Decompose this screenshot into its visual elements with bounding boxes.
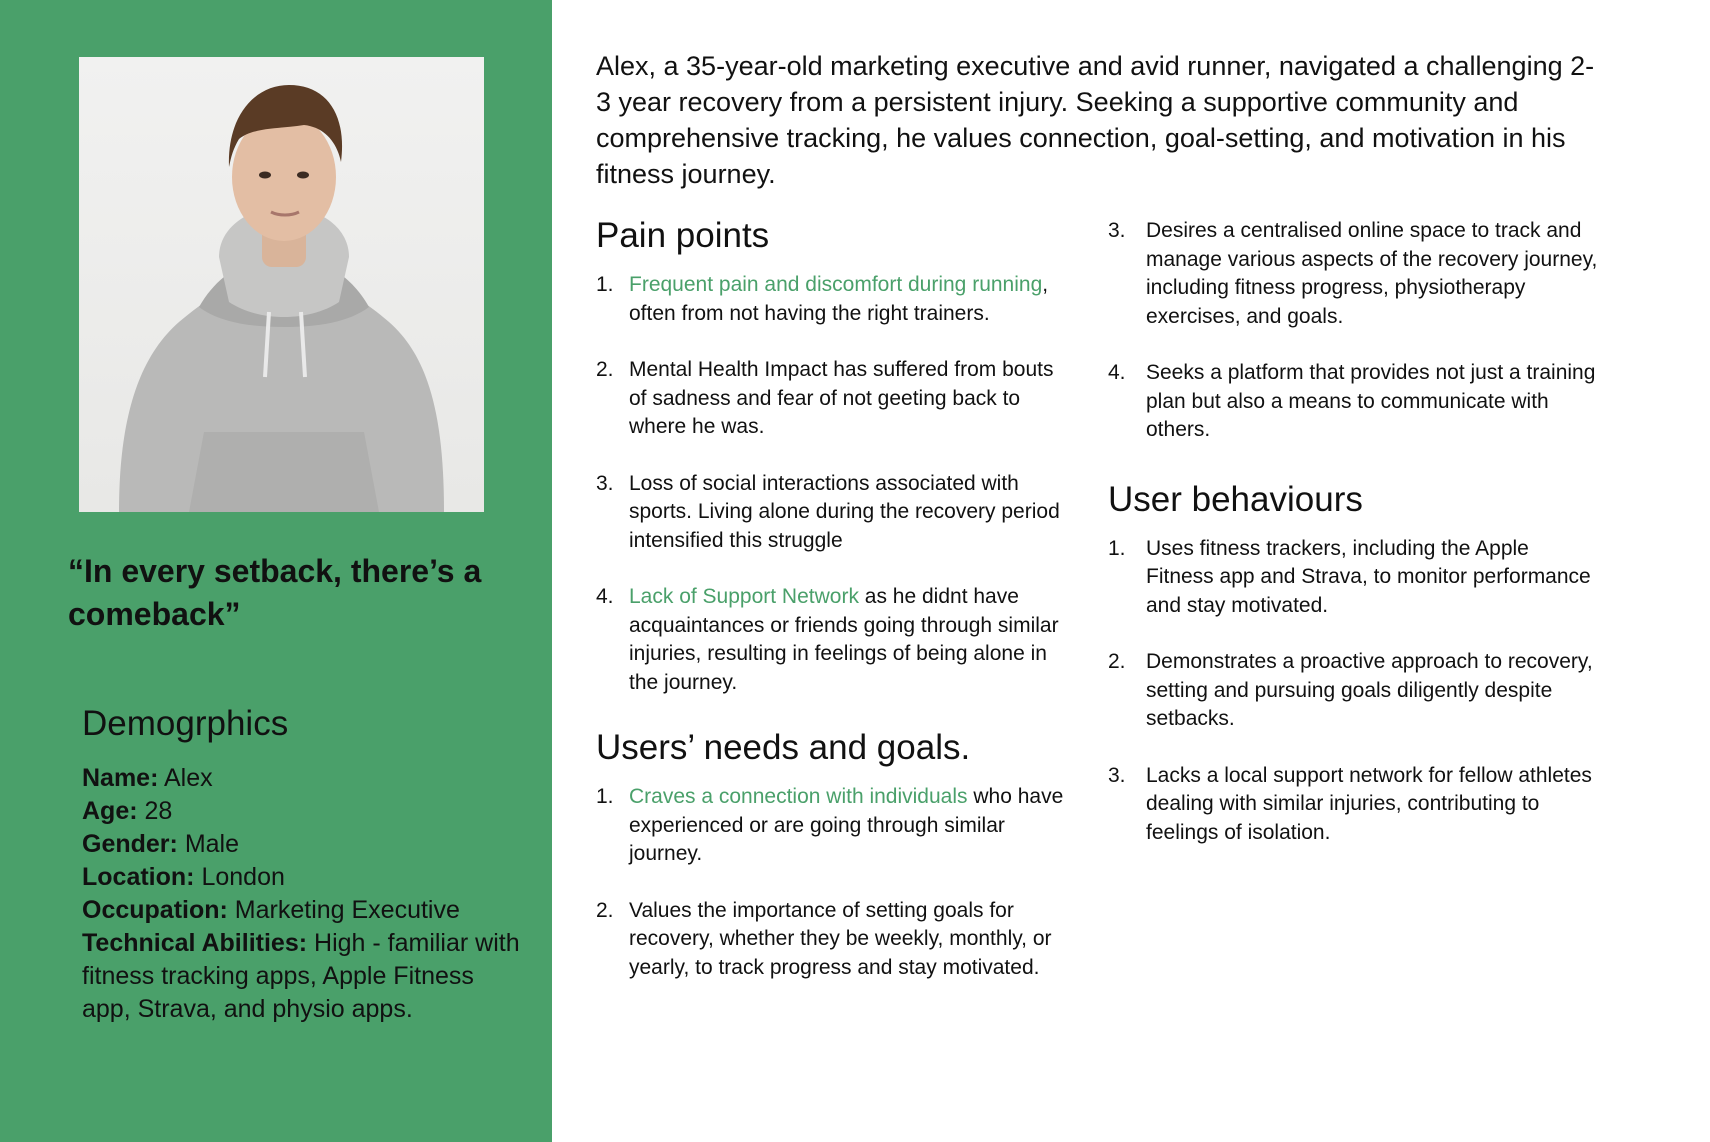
list-item — [1108, 535, 1598, 621]
persona-sidebar — [0, 0, 552, 1142]
list-item — [596, 897, 1076, 983]
needs-goals-list-continued — [1108, 217, 1598, 445]
list-number: 3. — [1108, 219, 1126, 242]
item-text: Uses fitness trackers, including the Apple Fitness app and Strava, to monitor performance and stay motivated. — [1146, 536, 1591, 617]
persona-photo — [79, 57, 484, 512]
persona-intro: Alex, a 35-year-old marketing executive and avid runner, navigated a challenging 2-3 year recovery from a persistent injury. Seeking a supportive community and comprehensive tracking, he values connection, goal-setting, and motivation in his fitness journey. — [596, 51, 1595, 189]
list-number: 4. — [1108, 361, 1126, 384]
list-number: 2. — [1108, 650, 1126, 673]
list-item — [596, 356, 1076, 442]
list-number: 2. — [596, 898, 614, 922]
needs-goals-title: Users’ needs and goals. — [596, 728, 971, 767]
highlight-text: Craves a connection with individuals — [629, 785, 968, 808]
demographic-label: Age: — [82, 797, 138, 825]
demographic-label: Technical Abilities: — [82, 929, 308, 957]
demographic-label: Location: — [82, 863, 195, 891]
list-number: 3. — [596, 471, 614, 495]
user-behaviours-list — [1108, 535, 1598, 848]
left-column — [596, 213, 1076, 982]
item-text: as he didnt have acquaintances or friends going through similar injuries, resulting in feelings of being alone in the journey. — [629, 585, 1059, 694]
demographic-label: Name: — [82, 764, 159, 792]
list-number: 2. — [596, 358, 614, 381]
demographics-title: Demogrphics — [82, 704, 289, 743]
item-text: Lacks a local support network for fellow athletes dealing with similar injuries, contributing to feelings of isolation. — [1146, 763, 1592, 844]
demographic-gender — [82, 828, 522, 861]
demographics-list — [82, 762, 522, 1026]
demographic-value: 28 — [144, 797, 173, 825]
item-text: Seeks a platform that provides not just a training plan but also a means to communicate with others. — [1146, 361, 1596, 441]
right-column — [1108, 213, 1598, 847]
list-item — [1108, 762, 1598, 848]
demographic-value: High - familiar with fitness tracking apps, Apple Fitness app, Strava, and physio apps. — [82, 929, 520, 1023]
item-text: Demonstrates a proactive approach to recovery, setting and pursuing goals diligently despite setbacks. — [1146, 650, 1593, 730]
demographic-age — [82, 795, 522, 828]
demographic-value: Marketing Executive — [234, 896, 460, 924]
list-item — [596, 783, 1076, 869]
needs-goals-list — [596, 783, 1076, 982]
highlight-text: Frequent pain and discomfort during running — [629, 273, 1043, 296]
highlight-text: Lack of Support Network — [629, 585, 859, 608]
item-text: who have experienced or are going through similar journey. — [629, 785, 1064, 865]
item-text: Values the importance of setting goals for recovery, whether they be weekly, monthly, or yearly, to track progress and stay motivated. — [629, 898, 1052, 979]
list-number: 1. — [596, 785, 614, 808]
demographic-name — [82, 762, 522, 795]
list-number: 3. — [1108, 763, 1126, 787]
pain-points-title: Pain points — [596, 216, 770, 255]
list-number: 4. — [596, 585, 614, 608]
demographic-technical-abilities — [82, 927, 522, 1026]
demographic-value: Male — [184, 830, 239, 858]
pain-points-list — [596, 271, 1076, 697]
demographic-occupation — [82, 894, 522, 927]
demographic-label: Occupation: — [82, 896, 228, 924]
list-item — [596, 271, 1076, 328]
demographic-label: Gender: — [82, 830, 178, 858]
item-text: Mental Health Impact has suffered from bouts of sadness and fear of not geeting back to where he was. — [629, 358, 1054, 438]
list-number: 1. — [596, 273, 614, 296]
demographic-value: Alex — [164, 764, 213, 792]
demographic-location — [82, 861, 522, 894]
list-item — [1108, 217, 1598, 331]
list-item — [1108, 359, 1598, 445]
persona-quote: “In every setback, there’s a comeback” — [68, 553, 482, 632]
item-text: , often from not having the right trainers. — [629, 273, 1049, 325]
list-item — [596, 583, 1076, 697]
item-text: Desires a centralised online space to track and manage various aspects of the recovery journey, including fitness progress, physiotherapy exercises, and goals. — [1146, 219, 1598, 328]
demographic-value: London — [201, 863, 285, 891]
list-item — [1108, 648, 1598, 734]
person-illustration — [79, 57, 484, 512]
list-item — [596, 470, 1076, 556]
user-behaviours-title: User behaviours — [1108, 479, 1363, 519]
list-number: 1. — [1108, 536, 1126, 560]
item-text: Loss of social interactions associated with sports. Living alone during the recovery period intensified this struggle — [629, 471, 1060, 552]
